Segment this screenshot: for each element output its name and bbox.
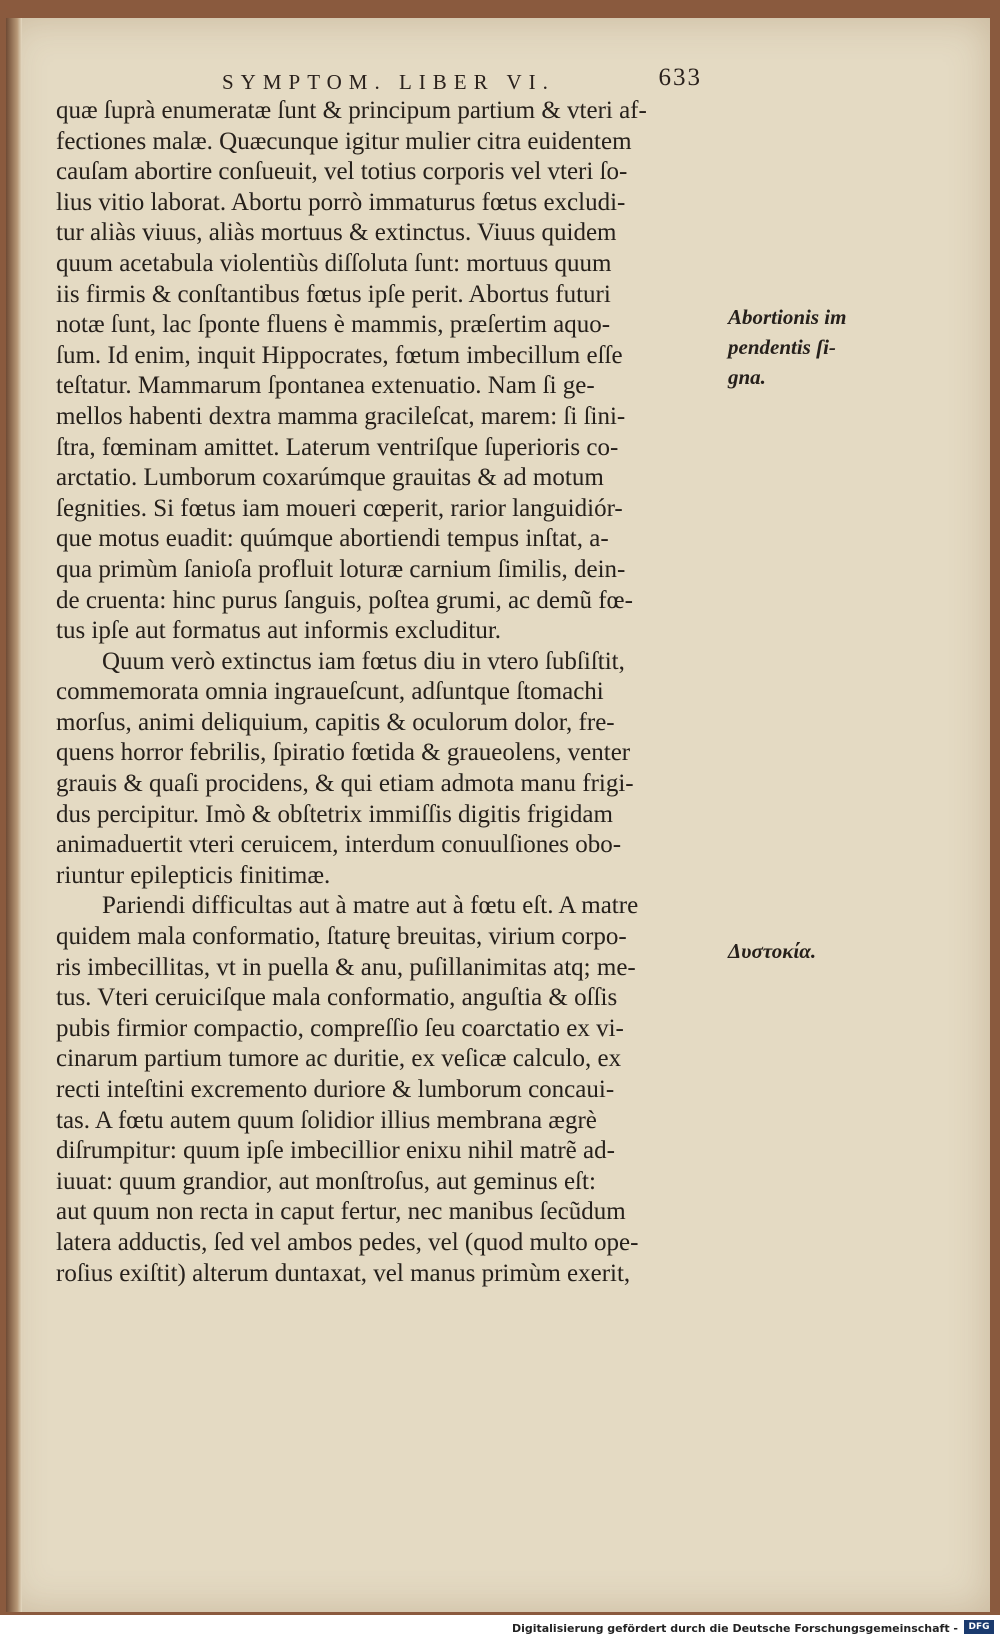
margin-note-abortion-signs bbox=[728, 302, 846, 392]
text-line: animaduertit vteri ceruicem, interdum conuulſiones obo- bbox=[56, 831, 622, 859]
margin-note-line: pendentis ſi- bbox=[728, 335, 836, 359]
text-line: teſtatur. Mammarum ſpontanea extenuatio. Nam ſi ge- bbox=[56, 372, 595, 400]
margin-note-line: Abortionis im bbox=[728, 305, 847, 329]
text-line: cinarum partium tumore ac duritie, ex veſicæ calculo, ex bbox=[56, 1045, 622, 1073]
page-number: 633 bbox=[658, 64, 702, 91]
text-line: aut quum non recta in caput fertur, nec manibus ſecũdum bbox=[56, 1198, 626, 1226]
text-line: lius vitio laborat. Abortu porrò immaturus fœtus excludi- bbox=[56, 188, 626, 216]
margin-note-dystocia bbox=[728, 936, 816, 966]
text-line: dus percipitur. Imò & obſtetrix immiſſis digitis frigidam bbox=[56, 800, 613, 828]
text-line: tas. A fœtu autem quum ſolidior illius membrana ægrè bbox=[56, 1106, 597, 1134]
text-line: ſum. Id enim, inquit Hippocrates, fœtum imbecillum eſſe bbox=[56, 341, 623, 369]
running-title: SYMPTOM. LIBER VI. bbox=[222, 70, 555, 94]
text-line: mellos habenti dextra mamma gracileſcat, marem: ſi ſini- bbox=[56, 402, 626, 430]
text-line: qua primùm ſanioſa profluit loturæ carnium ſimilis, dein- bbox=[56, 555, 626, 583]
text-line: cauſam abortire conſueuit, vel totius corporis vel vteri ſo- bbox=[56, 158, 628, 186]
footer-bar bbox=[0, 1615, 1000, 1643]
text-line: riuntur epilepticis finitimæ. bbox=[56, 861, 331, 889]
body-text bbox=[56, 96, 716, 1289]
text-line: latera adductis, ſed vel ambos pedes, vel (quod multo ope- bbox=[56, 1228, 639, 1256]
text-line: tus ipſe aut formatus aut informis excluditur. bbox=[56, 617, 502, 645]
text-line: Quum verò extinctus iam fœtus diu in vtero ſubſiſtit, bbox=[102, 647, 625, 675]
text-line: de cruenta: hinc purus ſanguis, poſtea grumi, ac demũ fœ- bbox=[56, 586, 633, 614]
text-line: Pariendi difficultas aut à matre aut à fœtu eſt. A matre bbox=[102, 892, 639, 920]
text-line: notæ ſunt, lac ſponte fluens è mammis, præſertim aquo- bbox=[56, 311, 611, 339]
text-line: morſus, animi deliquium, capitis & oculorum dolor, fre- bbox=[56, 708, 615, 736]
page-gutter bbox=[6, 18, 22, 1612]
text-line: pubis firmior compactio, compreſſio ſeu coarctatio ex vi- bbox=[56, 1014, 624, 1042]
text-line: que motus euadit: quúmque abortiendi tempus inſtat, a- bbox=[56, 525, 609, 553]
text-line: quidem mala conformatio, ſtaturę breuitas, virium corpo- bbox=[56, 923, 627, 951]
text-line: recti inteſtini excremento duriore & lumborum concaui- bbox=[56, 1076, 615, 1103]
text-line: ris imbecillitas, vt in puella & anu, puſillanimitas atq; me- bbox=[56, 953, 636, 981]
margin-note-line: Δυστοκία. bbox=[728, 939, 817, 963]
text-line: diſrumpitur: quum ipſe imbecillior enixu nihil matrẽ ad- bbox=[56, 1137, 615, 1165]
text-line: ſtra, fœminam amittet. Laterum ventriſque ſuperioris co- bbox=[56, 433, 619, 461]
text-line: tus. Vteri ceruiciſque mala conformatio, anguſtia & oſſis bbox=[56, 984, 618, 1012]
text-line: arctatio. Lumborum coxarúmque grauitas & ad motum bbox=[56, 464, 604, 492]
text-line: tur aliàs viuus, aliàs mortuus & extinctus. Viuus quidem bbox=[56, 219, 617, 247]
text-line: quens horror febrilis, ſpiratio fœtida & graueolens, venter bbox=[56, 739, 631, 767]
footer-credit: Digitalisierung gefördert durch die Deutsche Forschungsgemeinschaft - bbox=[511, 1622, 958, 1635]
text-line: quæ ſuprà enumeratæ ſunt & principum partium & vteri af- bbox=[56, 97, 647, 124]
text-line: quum acetabula violentiùs diſſoluta ſunt: mortuus quum bbox=[56, 249, 612, 277]
text-line: commemorata omnia ingraueſcunt, adſuntque ſtomachi bbox=[56, 678, 604, 706]
text-line: ſegnities. Si fœtus iam moueri cœperit, rarior languidiór- bbox=[56, 494, 623, 522]
text-line: grauis & quaſi procidens, & qui etiam admota manu frigi- bbox=[56, 770, 634, 798]
margin-note-line: gna. bbox=[728, 365, 766, 389]
text-line: roſius exiſtit) alterum duntaxat, vel manus primùm exerit, bbox=[56, 1259, 631, 1287]
text-line: iuuat: quum grandior, aut monſtroſus, aut geminus eſt: bbox=[56, 1167, 596, 1195]
dfg-logo: DFG bbox=[964, 1620, 994, 1634]
text-line: iis firmis & conſtantibus fœtus ipſe perit. Abortus futuri bbox=[56, 280, 611, 308]
text-line: fectiones malæ. Quæcunque igitur mulier citra euidentem bbox=[56, 127, 632, 155]
